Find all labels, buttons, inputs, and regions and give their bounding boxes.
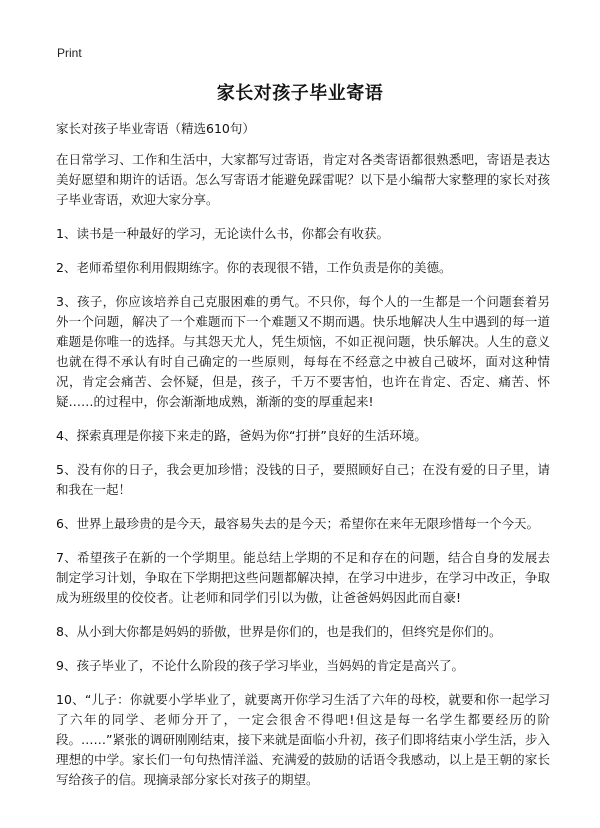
list-item: 10、“儿子：你就要小学毕业了，就要离开你学习生活了六年的母校，就要和你一起学习了六年的同学、老师分开了，一定会很舍不得吧!但这是每一名学生都要经历的阶段。……”紧张的调研刚刚结束，接下来就是面临小升初，孩子们即将结束小学生活，步入理想的中学。家长们一句句热情洋溢、充满爱的鼓励的话语令我感动，以上是王朝的家长写给孩子的信。现摘录部分家长对孩子的期望。	[56, 692, 550, 787]
list-item: 6、世界上最珍贵的是今天，最容易失去的是今天；希望你在来年无限珍惜每一个今天。	[56, 516, 539, 531]
page-title: 家长对孩子毕业寄语	[216, 83, 384, 104]
list-item: 8、从小到大你都是妈妈的骄傲，世界是你们的，也是我们的，但终究是你们的。	[56, 624, 502, 639]
list-item: 9、孩子毕业了，不论什么阶段的孩子学习毕业，当妈妈的肯定是高兴了。	[56, 658, 464, 673]
document-subtitle: 家长对孩子毕业寄语（精选610句）	[56, 121, 255, 136]
list-item: 5、没有你的日子，我会更加珍惜；没钱的日子，要照顾好自己；在没有爱的日子里，请和我在一起！	[56, 462, 550, 497]
print-label: Print	[57, 46, 82, 60]
document-body	[56, 119, 550, 804]
list-item: 3、孩子，你应该培养自己克服困难的勇气。不只你，每个人的一生都是一个问题套着另外一个问题，解决了一个难题而下一个难题又不期而遇。快乐地解决人生中遇到的每一道难题是你唯一的选择。与其怨天尤人，凭生烦恼，不如正视问题，快乐解决。人生的意义也就在得不承认有时自己确定的一些原则，每每在不经意之中被自己破坏，面对这种情况，肯定会痛苦、会怀疑，但是，孩子，千万不要害怕，也许在肯定、否定、痛苦、怀疑……的过程中，你会渐渐地成熟，渐渐的变的厚重起来!	[56, 294, 550, 409]
list-item: 7、希望孩子在新的一个学期里。能总结上学期的不足和存在的问题，结合自身的发展去制定学习计划，争取在下学期把这些问题都解决掉，在学习中进步，在学习中改正，争取成为班级里的佼佼者。让老师和同学们引以为傲，让爸爸妈妈因此而自豪!	[56, 550, 550, 605]
list-item: 1、读书是一种最好的学习，无论读什么书，你都会有收获。	[56, 226, 389, 241]
list-item: 4、探索真理是你接下来走的路，爸妈为你“打拼”良好的生活环境。	[56, 428, 427, 443]
intro-paragraph: 在日常学习、工作和生活中，大家都写过寄语，肯定对各类寄语都很熟悉吧，寄语是表达美好愿望和期许的话语。怎么写寄语才能避免踩雷呢？以下是小编帮大家整理的家长对孩子毕业寄语，欢迎大家分享。	[56, 152, 550, 207]
list-item: 2、老师希望你利用假期练字。你的表现很不错，工作负责是你的美德。	[56, 260, 452, 275]
